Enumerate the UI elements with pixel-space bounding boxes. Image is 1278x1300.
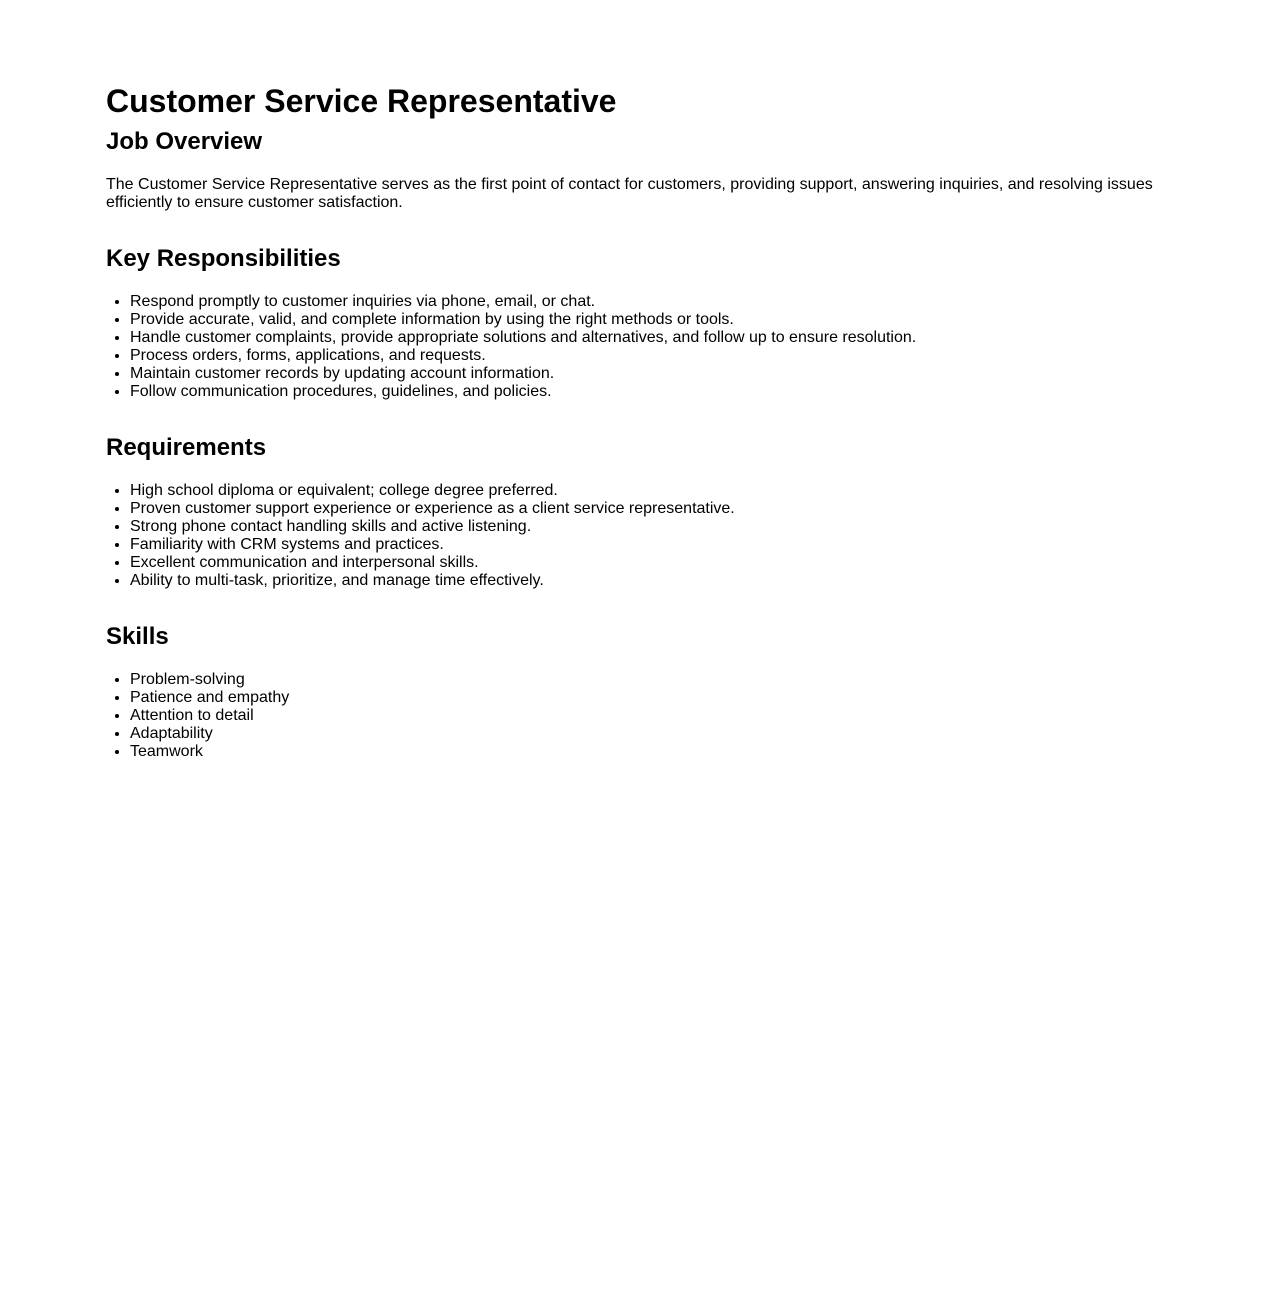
requirements-list	[106, 482, 1172, 590]
job-overview-heading: Job Overview	[106, 128, 263, 155]
list-item: • Attention to detail	[130, 707, 1172, 725]
responsibilities-list	[106, 293, 1172, 401]
skills-heading: Skills	[106, 623, 169, 650]
responsibilities-heading: Key Responsibilities	[106, 245, 341, 272]
skills-list	[106, 671, 1172, 761]
skills-section	[106, 623, 1172, 761]
job-overview-section	[106, 128, 1172, 212]
list-item: • Adaptability	[130, 725, 1172, 743]
list-item: • Patience and empathy	[130, 689, 1172, 707]
list-item: • High school diploma or equivalent; college degree preferred.	[130, 482, 1172, 500]
responsibilities-section	[106, 245, 1172, 401]
list-item: • Proven customer support experience or experience as a client service representative.	[130, 500, 1172, 518]
list-item: • Process orders, forms, applications, and requests.	[130, 347, 1172, 365]
list-item: • Handle customer complaints, provide appropriate solutions and alternatives, and follow up to ensure resolution.	[130, 329, 1172, 347]
list-item: • Ability to multi-task, prioritize, and manage time effectively.	[130, 572, 1172, 590]
job-overview-text: The Customer Service Representative serves as the first point of contact for customers, providing support, answering inquiries, and resolving issues efficiently to ensure customer satisfaction.	[106, 176, 1153, 211]
requirements-section	[106, 434, 1172, 590]
list-item: • Follow communication procedures, guidelines, and policies.	[130, 383, 1172, 401]
list-item: • Provide accurate, valid, and complete information by using the right methods or tools.	[130, 311, 1172, 329]
list-item: • Excellent communication and interpersonal skills.	[130, 554, 1172, 572]
list-item: • Problem-solving	[130, 671, 1172, 689]
page-title: Customer Service Representative	[106, 83, 617, 119]
list-item: • Familiarity with CRM systems and practices.	[130, 536, 1172, 554]
list-item: • Respond promptly to customer inquiries via phone, email, or chat.	[130, 293, 1172, 311]
list-item: • Strong phone contact handling skills and active listening.	[130, 518, 1172, 536]
requirements-heading: Requirements	[106, 434, 267, 461]
list-item: • Teamwork	[130, 743, 1172, 761]
list-item: • Maintain customer records by updating account information.	[130, 365, 1172, 383]
